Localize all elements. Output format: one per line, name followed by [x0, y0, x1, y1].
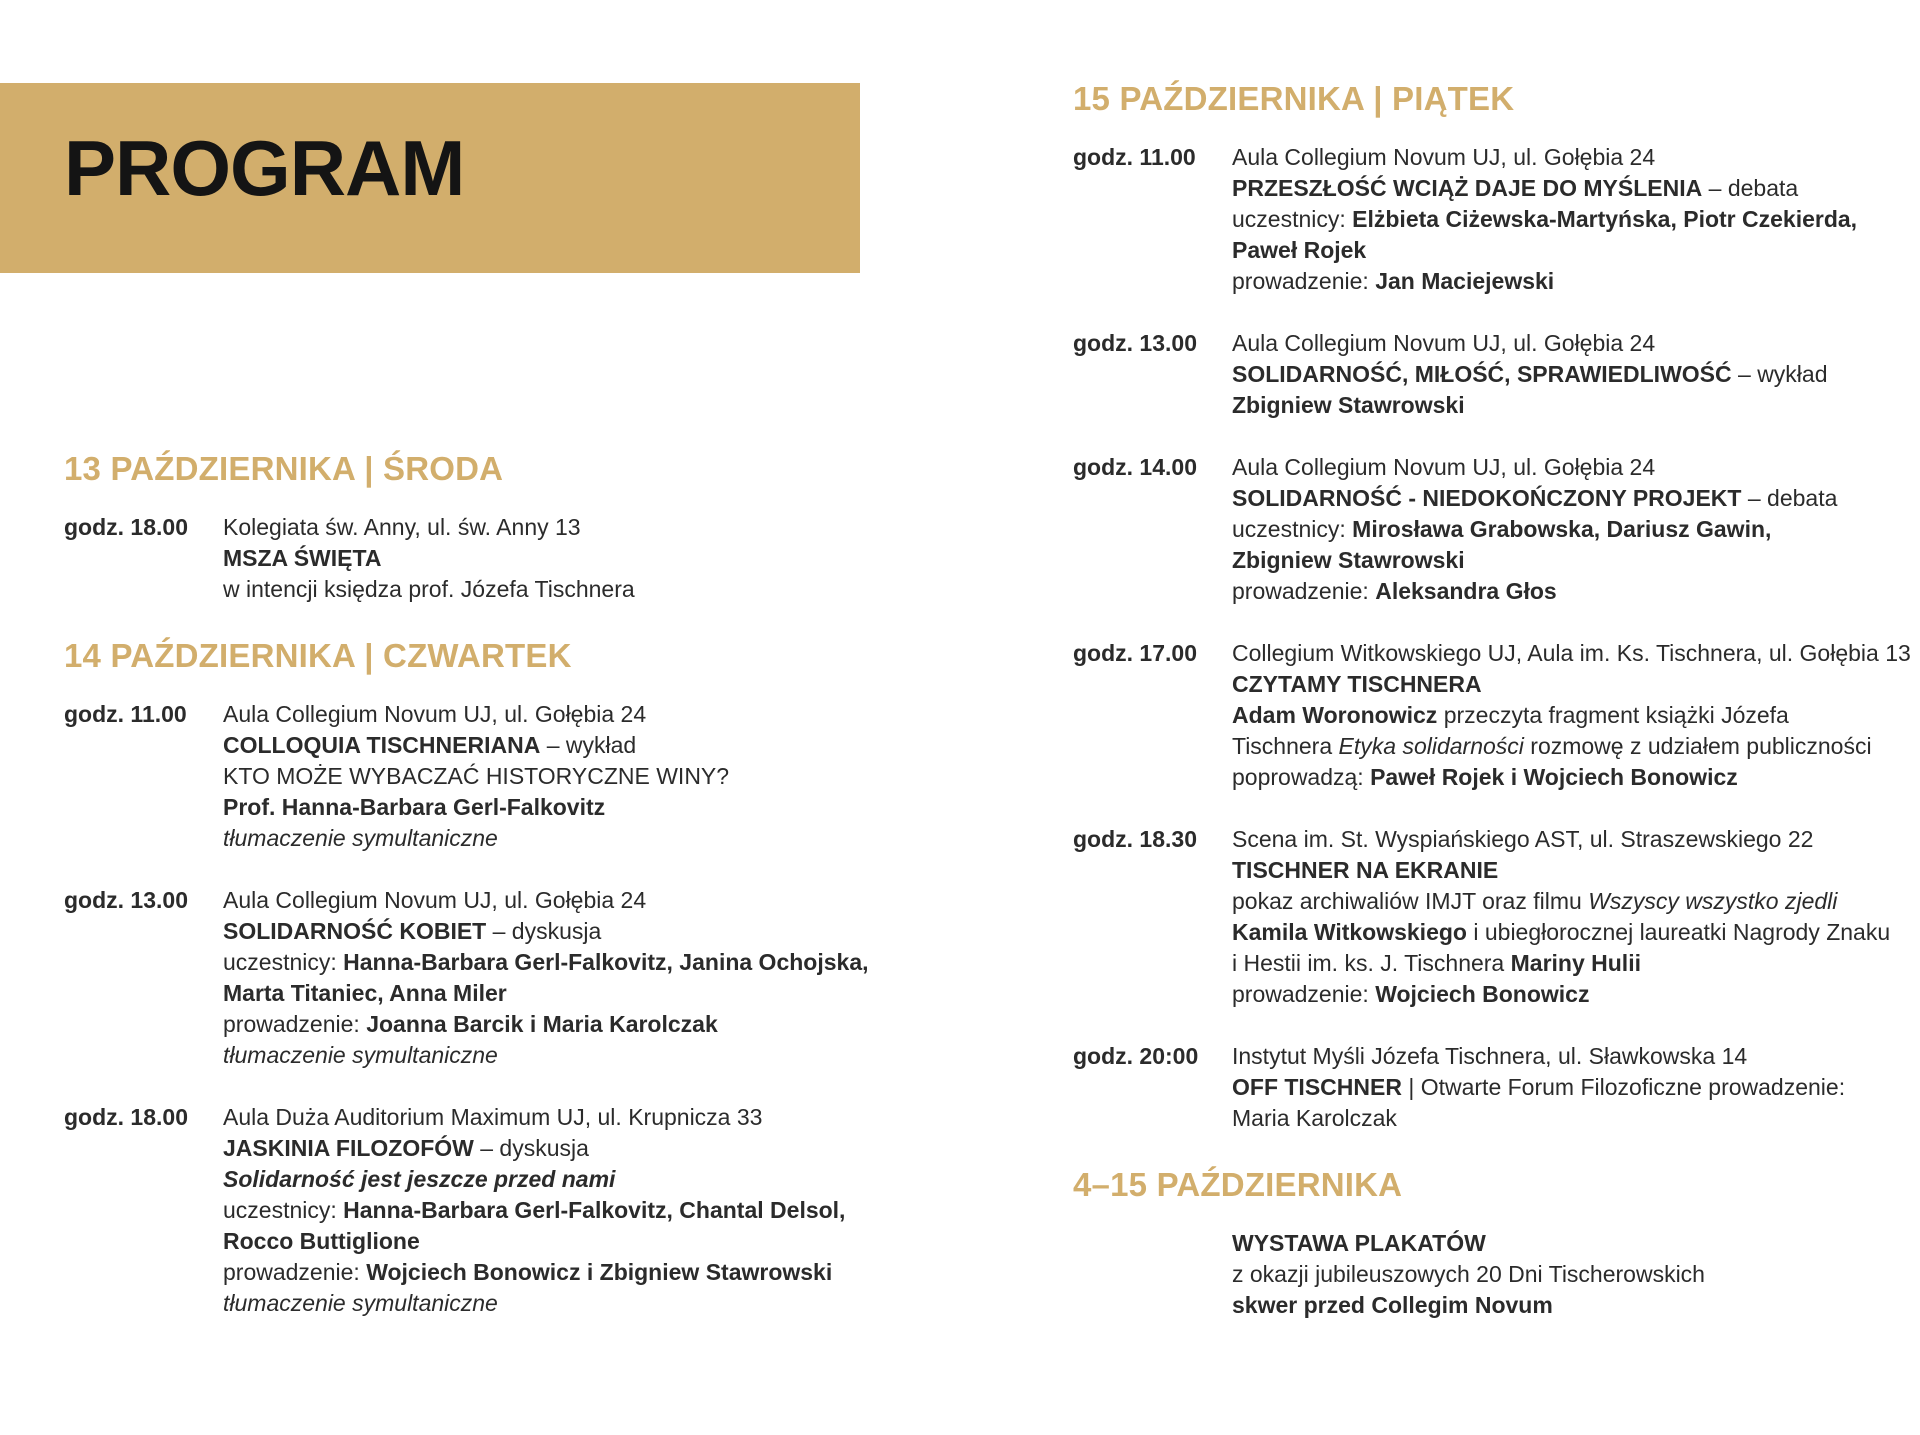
event-text: JASKINIA FILOZOFÓW [223, 1135, 474, 1161]
event-line [223, 1195, 924, 1226]
event-text: Wszyscy wszystko zjedli [1588, 888, 1838, 914]
event-line [1232, 700, 1918, 731]
event-line [1232, 855, 1918, 886]
event-item [1073, 1041, 1918, 1134]
event-line [223, 823, 924, 854]
event-text: skwer przed Collegim Novum [1232, 1292, 1553, 1318]
event-text: Mariny Hulii [1510, 950, 1641, 976]
event-text: prowadzenie: [223, 1011, 367, 1037]
event-line [1232, 1228, 1918, 1259]
event-text: Collegium Witkowskiego UJ, Aula im. Ks. Tischnera, ul. Gołębia 13 [1232, 640, 1911, 666]
event-text: TISCHNER NA EKRANIE [1232, 857, 1499, 883]
event-line [223, 761, 924, 792]
event-line [223, 792, 924, 823]
event-text: Joanna Barcik i Maria Karolczak [366, 1011, 718, 1037]
event-details [1232, 142, 1918, 297]
day-title: 13 PAŹDZIERNIKA | ŚRODA [64, 450, 504, 487]
event-text: tłumaczenie symultaniczne [223, 825, 498, 851]
event-text: rozmowę z udziałem publiczności [1523, 733, 1872, 759]
event-line [1232, 824, 1918, 855]
event-text: CZYTAMY TISCHNERA [1232, 671, 1482, 697]
day-title: 14 PAŹDZIERNIKA | CZWARTEK [64, 637, 572, 674]
event-time: godz. 13.00 [64, 887, 188, 913]
event-text: – wykład [540, 732, 637, 758]
event-line [1232, 1103, 1918, 1134]
event-time: godz. 20:00 [1073, 1043, 1199, 1069]
event-text: Rocco Buttiglione [223, 1228, 420, 1254]
event-text: prowadzenie: [1232, 981, 1376, 1007]
event-item [1073, 452, 1918, 607]
event-text: – dyskusja [473, 1135, 589, 1161]
event-line [223, 699, 924, 730]
event-details [1232, 1041, 1918, 1134]
event-line [1232, 669, 1918, 700]
event-details [223, 699, 924, 854]
event-text: prowadzenie: [1232, 268, 1376, 294]
event-line [1232, 1041, 1918, 1072]
event-text: uczestnicy: [1232, 206, 1353, 232]
event-line [223, 916, 924, 947]
event-time: godz. 11.00 [1073, 144, 1196, 170]
event-time: godz. 18.00 [64, 1104, 188, 1130]
event-text: PRZESZŁOŚĆ WCIĄŻ DAJE DO MYŚLENIA [1232, 175, 1703, 201]
event-text: prowadzenie: [223, 1259, 367, 1285]
event-line [223, 1226, 924, 1257]
event-item [64, 885, 924, 1071]
event-line [223, 1009, 924, 1040]
event-line [223, 978, 924, 1009]
event-text: SOLIDARNOŚĆ, MIŁOŚĆ, SPRAWIEDLIWOŚĆ [1232, 361, 1732, 387]
event-text: Scena im. St. Wyspiańskiego AST, ul. Straszewskiego 22 [1232, 826, 1814, 852]
event-text: MSZA ŚWIĘTA [223, 545, 382, 571]
event-line [1232, 173, 1918, 204]
event-item [64, 1102, 924, 1319]
event-line [223, 730, 924, 761]
event-details [223, 885, 924, 1071]
event-text: Mirosława Grabowska, Dariusz Gawin, [1352, 516, 1772, 542]
event-line [1232, 1259, 1918, 1290]
event-line [223, 543, 924, 574]
event-text: Jan Maciejewski [1375, 268, 1555, 294]
event-text: Zbigniew Stawrowski [1232, 392, 1465, 418]
day-section [64, 449, 924, 605]
event-line [1232, 390, 1918, 421]
event-text: Kolegiata św. Anny, ul. św. Anny 13 [223, 514, 581, 540]
event-details [1232, 638, 1918, 793]
event-line [1232, 545, 1918, 576]
event-text: z okazji jubileuszowych 20 Dni Tischerowskich [1232, 1261, 1705, 1287]
event-text: SOLIDARNOŚĆ - NIEDOKOŃCZONY PROJEKT [1232, 485, 1742, 511]
event-text: Prof. Hanna-Barbara Gerl-Falkovitz [223, 794, 606, 820]
right-column [1073, 79, 1918, 1352]
event-details [1232, 824, 1918, 1010]
event-time: godz. 13.00 [1073, 330, 1197, 356]
event-item [1073, 328, 1918, 421]
event-line [1232, 514, 1918, 545]
event-item [1073, 1228, 1918, 1321]
event-line [223, 1102, 924, 1133]
event-text: tłumaczenie symultaniczne [223, 1290, 498, 1316]
event-text: prowadzenie: [1232, 578, 1376, 604]
event-details [1232, 328, 1918, 421]
event-text: – dyskusja [486, 918, 602, 944]
event-text: uczestnicy: [223, 949, 344, 975]
event-text: OFF TISCHNER [1232, 1074, 1402, 1100]
event-text: w intencji księdza prof. Józefa Tischnera [223, 576, 635, 602]
event-line [1232, 576, 1918, 607]
event-line [1232, 266, 1918, 297]
event-text: poprowadzą: [1232, 764, 1371, 790]
event-line [1232, 328, 1918, 359]
event-text: Elżbieta Ciżewska-Martyńska, Piotr Czekierda, [1352, 206, 1858, 232]
event-line [223, 574, 924, 605]
event-line [1232, 762, 1918, 793]
event-text: Hanna-Barbara Gerl-Falkovitz, Chantal Delsol, [343, 1197, 846, 1223]
event-text: i ubiegłorocznej laureatki Nagrody Znaku [1466, 919, 1891, 945]
event-text: Wojciech Bonowicz [1375, 981, 1590, 1007]
event-item [1073, 638, 1918, 793]
event-details [223, 1102, 924, 1319]
program-banner [0, 83, 860, 273]
day-section [1073, 79, 1918, 1134]
event-item [1073, 824, 1918, 1010]
event-time: godz. 14.00 [1073, 454, 1197, 480]
event-line [1232, 204, 1918, 235]
event-text: Aula Collegium Novum UJ, ul. Gołębia 24 [1232, 454, 1656, 480]
event-text: Aleksandra Głos [1375, 578, 1557, 604]
event-details [1232, 452, 1918, 607]
day-section [1073, 1165, 1918, 1321]
event-item [1073, 142, 1918, 297]
event-line [1232, 452, 1918, 483]
event-text: uczestnicy: [223, 1197, 344, 1223]
event-text: | Otwarte Forum Filozoficzne prowadzenie: [1401, 1074, 1846, 1100]
event-line [1232, 359, 1918, 390]
event-time: godz. 18.00 [64, 514, 188, 540]
event-line [223, 947, 924, 978]
event-text: Marta Titaniec, Anna Miler [223, 980, 507, 1006]
event-text: Aula Collegium Novum UJ, ul. Gołębia 24 [223, 701, 647, 727]
event-text: Instytut Myśli Józefa Tischnera, ul. Sławkowska 14 [1232, 1043, 1748, 1069]
event-text: Maria Karolczak [1232, 1105, 1397, 1131]
page-title: PROGRAM [64, 124, 465, 212]
event-text: Wojciech Bonowicz i Zbigniew Stawrowski [366, 1259, 833, 1285]
event-text: Hanna-Barbara Gerl-Falkovitz, Janina Ochojska, [343, 949, 869, 975]
event-line [1232, 638, 1918, 669]
event-line [223, 1257, 924, 1288]
day-title: 15 PAŹDZIERNIKA | PIĄTEK [1073, 80, 1515, 117]
event-text: Aula Collegium Novum UJ, ul. Gołębia 24 [223, 887, 647, 913]
event-line [223, 1164, 924, 1195]
event-line [1232, 731, 1918, 762]
event-time: godz. 18.30 [1073, 826, 1197, 852]
event-line [1232, 948, 1918, 979]
event-text: – wykład [1731, 361, 1828, 387]
event-text: COLLOQUIA TISCHNERIANA [223, 732, 541, 758]
left-column [64, 449, 924, 1350]
event-line [223, 1288, 924, 1319]
event-item [64, 512, 924, 605]
event-text: Tischnera [1232, 733, 1339, 759]
event-line [1232, 979, 1918, 1010]
event-line [223, 512, 924, 543]
event-text: uczestnicy: [1232, 516, 1353, 542]
event-line [223, 1040, 924, 1071]
event-text: Kamila Witkowskiego [1232, 919, 1467, 945]
event-line [1232, 886, 1918, 917]
day-title: 4–15 PAŹDZIERNIKA [1073, 1166, 1403, 1203]
event-line [1232, 142, 1918, 173]
event-text: – debata [1702, 175, 1799, 201]
event-time: godz. 11.00 [64, 701, 187, 727]
event-line [1232, 235, 1918, 266]
event-text: i Hestii im. ks. J. Tischnera [1232, 950, 1511, 976]
event-text: pokaz archiwaliów IMJT oraz filmu [1232, 888, 1589, 914]
event-text: SOLIDARNOŚĆ KOBIET [223, 918, 487, 944]
day-section [64, 636, 924, 1319]
event-line [1232, 1072, 1918, 1103]
event-line [1232, 1290, 1918, 1321]
event-line [1232, 483, 1918, 514]
event-text: przeczyta fragment książki Józefa [1437, 702, 1789, 728]
event-text: Etyka solidarności [1338, 733, 1524, 759]
event-text: KTO MOŻE WYBACZAĆ HISTORYCZNE WINY? [223, 763, 730, 789]
event-item [64, 699, 924, 854]
event-time: godz. 17.00 [1073, 640, 1197, 666]
event-text: Zbigniew Stawrowski [1232, 547, 1465, 573]
event-text: Solidarność jest jeszcze przed nami [223, 1166, 616, 1192]
event-text: Aula Collegium Novum UJ, ul. Gołębia 24 [1232, 330, 1656, 356]
event-text: Aula Collegium Novum UJ, ul. Gołębia 24 [1232, 144, 1656, 170]
event-text: Paweł Rojek [1232, 237, 1367, 263]
event-line [1232, 917, 1918, 948]
event-text: tłumaczenie symultaniczne [223, 1042, 498, 1068]
event-line [223, 885, 924, 916]
event-line [223, 1133, 924, 1164]
event-text: – debata [1741, 485, 1838, 511]
event-text: Paweł Rojek i Wojciech Bonowicz [1370, 764, 1738, 790]
event-details [223, 512, 924, 605]
event-text: Aula Duża Auditorium Maximum UJ, ul. Krupnicza 33 [223, 1104, 763, 1130]
event-details [1232, 1228, 1918, 1321]
event-text: WYSTAWA PLAKATÓW [1232, 1230, 1486, 1256]
event-text: Adam Woronowicz [1232, 702, 1438, 728]
